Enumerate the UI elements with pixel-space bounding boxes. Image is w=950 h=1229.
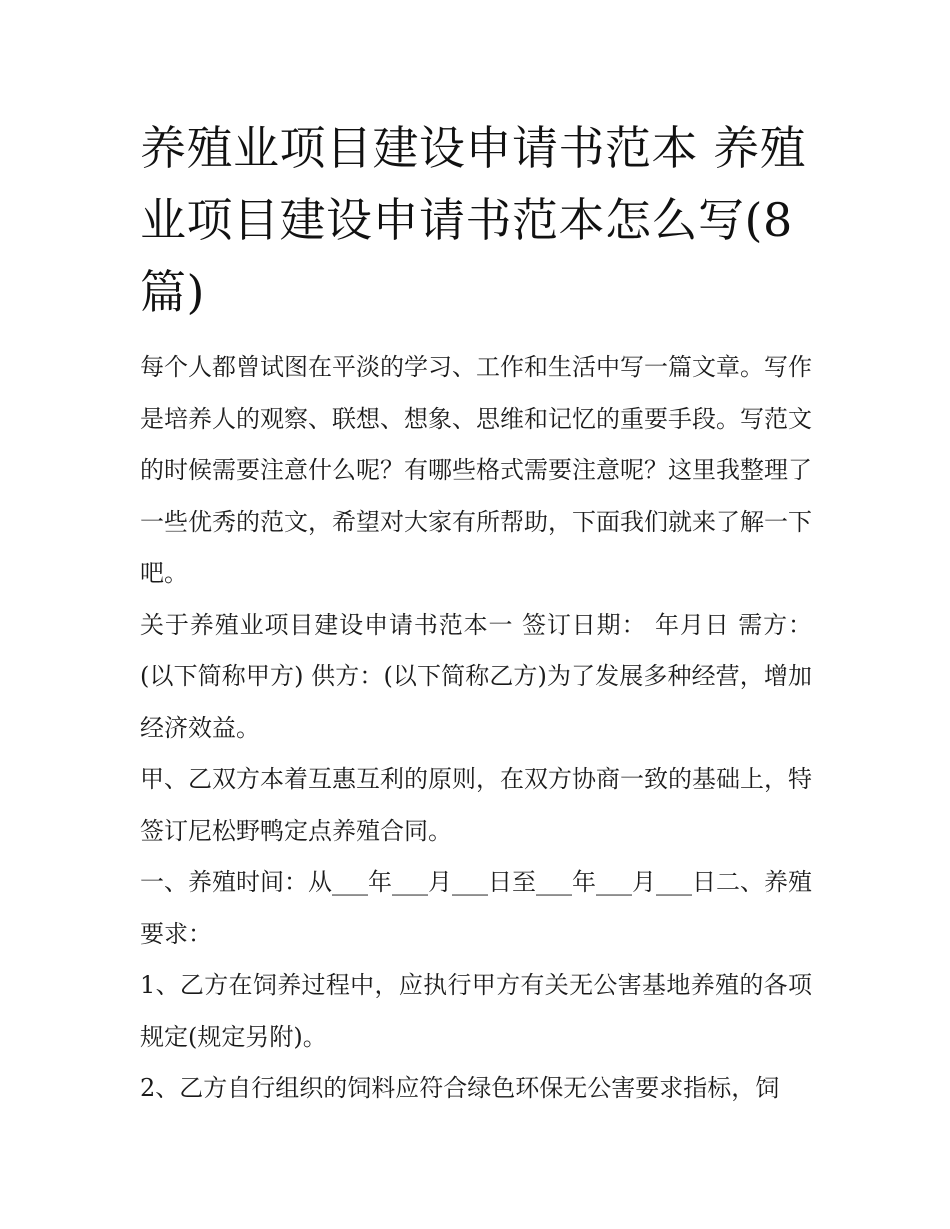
paragraph-principle: 甲、乙双方本着互惠互利的原则，在双方协商一致的基础上，特签订尼松野鸭定点养殖合同。	[140, 765, 812, 845]
paragraph-contract-header: 关于养殖业项目建设申请书范本一 签订日期： 年月日 需方：(以下简称甲方) 供方：(以下简称乙方)为了发展多种经营，增加经济效益。	[140, 610, 812, 742]
document-body	[140, 342, 812, 1115]
document-title: 养殖业项目建设申请书范本 养殖业项目建设申请书范本怎么写(8篇)	[140, 121, 807, 319]
paragraph-item-1: 1、乙方在饲养过程中，应执行甲方有关无公害基地养殖的各项规定(规定另附)。	[140, 971, 812, 1051]
paragraph-clause-1: 一、养殖时间：从___年___月___日至___年___月___日二、养殖要求：	[140, 868, 812, 948]
paragraph-item-2: 2、乙方自行组织的饲料应符合绿色环保无公害要求指标，饲	[140, 1074, 780, 1102]
document-content	[140, 112, 812, 1115]
paragraph-intro: 每个人都曾试图在平淡的学习、工作和生活中写一篇文章。写作是培养人的观察、联想、想象、思维和记忆的重要手段。写范文的时候需要注意什么呢？有哪些格式需要注意呢？这里我整理了一些优秀的范文，希望对大家有所帮助，下面我们就来了解一下吧。	[140, 353, 812, 587]
